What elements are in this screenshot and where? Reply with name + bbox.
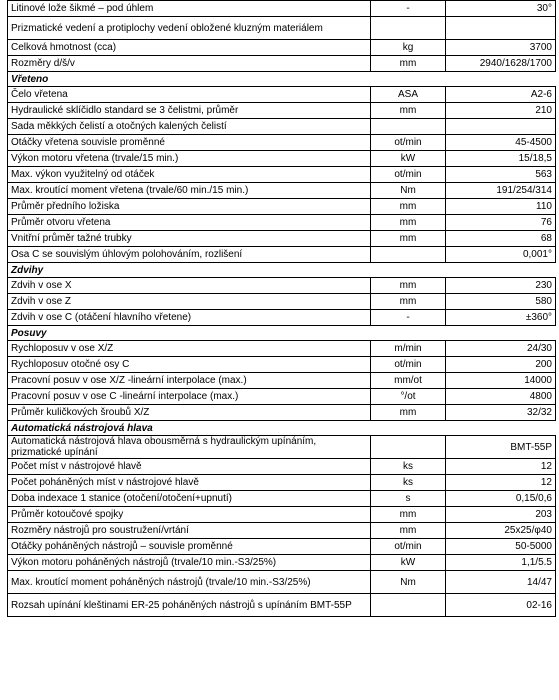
section-title: Vřeteno (8, 72, 371, 87)
unit-cell: mm (371, 56, 446, 72)
table-row (8, 539, 556, 555)
unit-cell: mm (371, 523, 446, 539)
param-name-cell: Automatická nástrojová hlava obousměrná s hydraulickým upínáním, prizmatické upínání (8, 436, 371, 459)
table-row (8, 571, 556, 594)
unit-cell: mm (371, 215, 446, 231)
value-cell: 210 (446, 103, 556, 119)
table-row (8, 310, 556, 326)
unit-cell: ks (371, 475, 446, 491)
section-header (8, 263, 556, 278)
table-row (8, 103, 556, 119)
param-name-cell: Výkon motoru poháněných nástrojů (trvale/10 min.-S3/25%) (8, 555, 371, 571)
param-name-cell: Průměr kuličkových šroubů X/Z (8, 405, 371, 421)
value-cell: 563 (446, 167, 556, 183)
table-row (8, 507, 556, 523)
table-row (8, 594, 556, 617)
value-cell: 25x25/φ40 (446, 523, 556, 539)
table-row (8, 373, 556, 389)
param-name-cell: Počet míst v nástrojové hlavě (8, 459, 371, 475)
table-row (8, 491, 556, 507)
param-name-cell: Rychloposuv v ose X/Z (8, 341, 371, 357)
value-cell: 12 (446, 475, 556, 491)
table-row (8, 341, 556, 357)
param-name-cell: Rozsah upínání kleštinami ER-25 poháněných nástrojů s upínáním BMT-55P (8, 594, 371, 617)
param-name-cell: Zdvih v ose X (8, 278, 371, 294)
value-cell: 4800 (446, 389, 556, 405)
value-cell: 2940/1628/1700 (446, 56, 556, 72)
value-cell: BMT-55P (446, 436, 556, 459)
value-cell: 24/30 (446, 341, 556, 357)
unit-cell: °/ot (371, 389, 446, 405)
param-name-cell: Rozměry d/š/v (8, 56, 371, 72)
table-row (8, 405, 556, 421)
section-spacer-cell (446, 72, 556, 87)
table-row (8, 357, 556, 373)
param-name-cell: Čelo vřetena (8, 87, 371, 103)
unit-cell: mm (371, 405, 446, 421)
section-spacer-cell (371, 263, 446, 278)
param-name-cell: Vnitřní průměr tažné trubky (8, 231, 371, 247)
value-cell: 3700 (446, 40, 556, 56)
table-row (8, 183, 556, 199)
spec-table (7, 0, 556, 617)
value-cell: 0,15/0,6 (446, 491, 556, 507)
value-cell: 14/47 (446, 571, 556, 594)
param-name-cell: Otáčky vřetena souvisle proměnné (8, 135, 371, 151)
value-cell: A2-6 (446, 87, 556, 103)
unit-cell: mm (371, 199, 446, 215)
param-name-cell: Prizmatické vedení a protiplochy vedení obložené kluzným materiálem (8, 17, 371, 40)
value-cell (446, 17, 556, 40)
param-name-cell: Pracovní posuv v ose X/Z -lineární interpolace (max.) (8, 373, 371, 389)
unit-cell: - (371, 1, 446, 17)
unit-cell: mm (371, 103, 446, 119)
value-cell: 76 (446, 215, 556, 231)
param-name-cell: Doba indexace 1 stanice (otočení/otočení+upnutí) (8, 491, 371, 507)
param-name-cell: Max. kroutící moment poháněných nástrojů (trvale/10 min.-S3/25%) (8, 571, 371, 594)
value-cell: 32/32 (446, 405, 556, 421)
param-name-cell: Rychloposuv otočné osy C (8, 357, 371, 373)
unit-cell: Nm (371, 571, 446, 594)
unit-cell: ot/min (371, 167, 446, 183)
param-name-cell: Osa C se souvislým úhlovým polohováním, rozlišení (8, 247, 371, 263)
value-cell: 14000 (446, 373, 556, 389)
param-name-cell: Max. kroutící moment vřetena (trvale/60 min./15 min.) (8, 183, 371, 199)
value-cell: 30° (446, 1, 556, 17)
table-row (8, 231, 556, 247)
table-row (8, 523, 556, 539)
param-name-cell: Otáčky poháněných nástrojů – souvisle proměnné (8, 539, 371, 555)
section-header (8, 326, 556, 341)
unit-cell: mm/ot (371, 373, 446, 389)
value-cell: 230 (446, 278, 556, 294)
value-cell: 02-16 (446, 594, 556, 617)
value-cell (446, 119, 556, 135)
section-header (8, 421, 556, 436)
unit-cell: kW (371, 555, 446, 571)
param-name-cell: Zdvih v ose C (otáčení hlavního vřetene) (8, 310, 371, 326)
section-title: Automatická nástrojová hlava (8, 421, 371, 436)
table-row (8, 87, 556, 103)
param-name-cell: Zdvih v ose Z (8, 294, 371, 310)
value-cell: 15/18,5 (446, 151, 556, 167)
param-name-cell: Sada měkkých čelistí a otočných kalených čelistí (8, 119, 371, 135)
param-name-cell: Průměr kotoučové spojky (8, 507, 371, 523)
unit-cell (371, 436, 446, 459)
table-row (8, 151, 556, 167)
value-cell: 50-5000 (446, 539, 556, 555)
section-spacer-cell (371, 72, 446, 87)
table-row (8, 17, 556, 40)
section-title: Posuvy (8, 326, 371, 341)
param-name-cell: Průměr předního ložiska (8, 199, 371, 215)
table-row (8, 1, 556, 17)
value-cell: 0,001° (446, 247, 556, 263)
unit-cell: - (371, 310, 446, 326)
table-row (8, 278, 556, 294)
value-cell: 580 (446, 294, 556, 310)
unit-cell (371, 17, 446, 40)
table-row (8, 389, 556, 405)
unit-cell (371, 119, 446, 135)
table-row (8, 215, 556, 231)
section-header (8, 72, 556, 87)
unit-cell (371, 247, 446, 263)
table-row (8, 40, 556, 56)
param-name-cell: Počet poháněných míst v nástrojové hlavě (8, 475, 371, 491)
value-cell: 45-4500 (446, 135, 556, 151)
unit-cell: ks (371, 459, 446, 475)
param-name-cell: Pracovní posuv v ose C -lineární interpolace (max.) (8, 389, 371, 405)
param-name-cell: Max. výkon využitelný od otáček (8, 167, 371, 183)
value-cell: 12 (446, 459, 556, 475)
unit-cell: m/min (371, 341, 446, 357)
value-cell: 68 (446, 231, 556, 247)
value-cell: 200 (446, 357, 556, 373)
param-name-cell: Litinové lože šikmé – pod úhlem (8, 1, 371, 17)
section-spacer-cell (371, 421, 446, 436)
table-row (8, 436, 556, 459)
value-cell: 110 (446, 199, 556, 215)
param-name-cell: Rozměry nástrojů pro soustružení/vrtání (8, 523, 371, 539)
unit-cell: kg (371, 40, 446, 56)
unit-cell: kW (371, 151, 446, 167)
section-title: Zdvihy (8, 263, 371, 278)
value-cell: 1,1/5.5 (446, 555, 556, 571)
unit-cell: ot/min (371, 539, 446, 555)
section-spacer-cell (446, 421, 556, 436)
table-row (8, 555, 556, 571)
unit-cell: mm (371, 507, 446, 523)
unit-cell: ot/min (371, 135, 446, 151)
table-row (8, 56, 556, 72)
param-name-cell: Celková hmotnost (cca) (8, 40, 371, 56)
param-name-cell: Hydraulické sklíčidlo standard se 3 čelistmi, průměr (8, 103, 371, 119)
spec-table-body (8, 1, 556, 617)
unit-cell: mm (371, 294, 446, 310)
table-row (8, 475, 556, 491)
unit-cell: mm (371, 231, 446, 247)
value-cell: 191/254/314 (446, 183, 556, 199)
unit-cell: Nm (371, 183, 446, 199)
unit-cell: ot/min (371, 357, 446, 373)
table-row (8, 167, 556, 183)
value-cell: 203 (446, 507, 556, 523)
unit-cell: s (371, 491, 446, 507)
unit-cell (371, 594, 446, 617)
table-row (8, 459, 556, 475)
param-name-cell: Průměr otvoru vřetena (8, 215, 371, 231)
value-cell: ±360° (446, 310, 556, 326)
table-row (8, 294, 556, 310)
table-row (8, 135, 556, 151)
table-row (8, 247, 556, 263)
unit-cell: mm (371, 278, 446, 294)
section-spacer-cell (446, 263, 556, 278)
section-spacer-cell (446, 326, 556, 341)
table-row (8, 199, 556, 215)
param-name-cell: Výkon motoru vřetena (trvale/15 min.) (8, 151, 371, 167)
table-row (8, 119, 556, 135)
section-spacer-cell (371, 326, 446, 341)
unit-cell: ASA (371, 87, 446, 103)
